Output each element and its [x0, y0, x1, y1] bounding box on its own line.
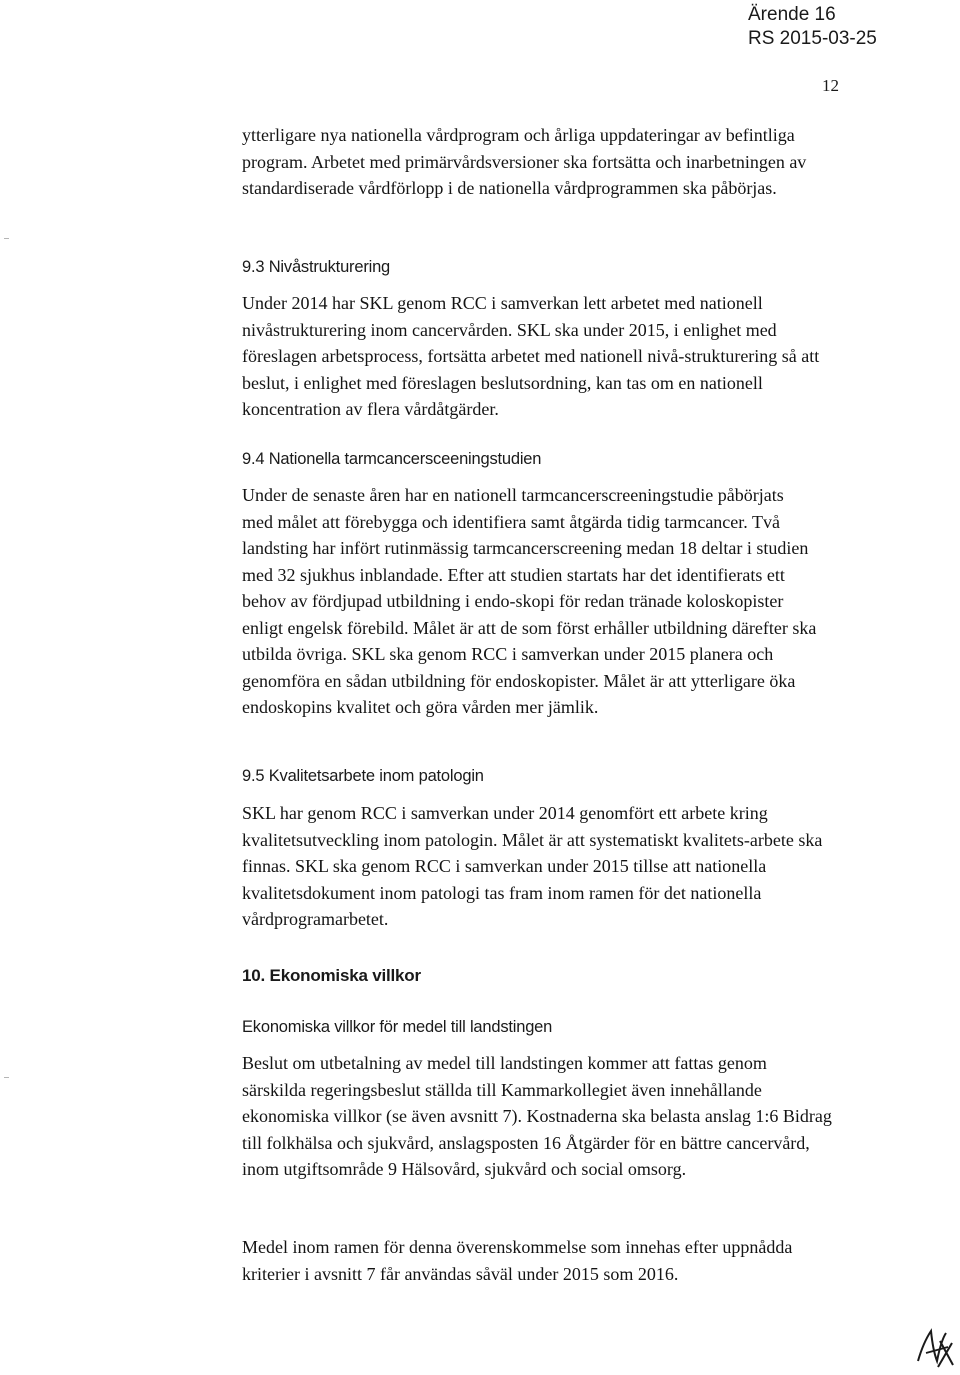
- heading-9-4: 9.4 Nationella tarmcancersceeningstudien: [242, 450, 542, 468]
- paragraph-10-b: Medel inom ramen för denna överenskommelse som innehas efter uppnådda kriterier i avsnitt 7 får användas såväl under 2015 som 2016.: [242, 1237, 793, 1284]
- paragraph-continuation: ytterligare nya nationella vårdprogram och årliga uppdateringar av befintliga program. Arbetet med primärvårdsversioner ska fortsätta och inarbetningen av standardiserade vårdförlopp i de nationella vårdprogrammen ska påbörjas.: [242, 125, 807, 198]
- scan-mark: [4, 238, 9, 239]
- paragraph-10-a: Beslut om utbetalning av medel till landstingen kommer att fattas genom särskilda regeringsbeslut ställda till Kammarkollegiet även innehållande ekonomiska villkor (se även avsnitt 7). Kostnaderna ska belasta anslag 1:6 Bidrag till folkhälsa och sjukvård, anslagsposten 16 Åtgärder för en bättre cancervård, inom utgiftsområde 9 Hälsovård, sjukvård och social omsorg.: [242, 1053, 832, 1179]
- paragraph-9-3: Under 2014 har SKL genom RCC i samverkan lett arbetet med nationell nivåstrukturering inom cancervården. SKL ska under 2015, i enlighet med föreslagen arbetsprocess, fortsätta arbetet med nationell nivå-strukturering så att beslut, i enlighet med föreslagen beslutsordning, kan tas om en nationell koncentration av flera vårdåtgärder.: [242, 293, 820, 419]
- page-number: 12: [822, 76, 839, 95]
- handwritten-initials: [912, 1325, 956, 1371]
- heading-9-3: 9.3 Nivåstrukturering: [242, 258, 391, 276]
- document-reference: RS 2015-03-25: [748, 28, 877, 49]
- heading-9-5: 9.5 Kvalitetsarbete inom patologin: [242, 767, 484, 785]
- scan-mark: [4, 1077, 9, 1078]
- subheading-economic-terms: Ekonomiska villkor för medel till landstingen: [242, 1018, 553, 1036]
- paragraph-9-4: Under de senaste åren har en nationell tarmcancerscreeningstudie påbörjats med målet att förebygga och identifiera samt åtgärda tidig tarmcancer. Två landsting har infört rutinmässig tarmcancerscreening medan 18 deltar i studien med 32 sjukhus inblandade. Efter att studien startats har det identifierats ett behov av fördjupad utbildning i endo-skopi för redan tränade koloskopister enligt engelsk förebild. Målet är att de som först erhåller utbildning därefter ska utbilda övriga. SKL ska genom RCC i samverkan under 2015 planera och genomföra en sådan utbildning för endoskopister. Målet är att ytterligare öka endoskopins kvalitet och göra vården mer jämlik.: [242, 485, 817, 717]
- case-number: Ärende 16: [748, 4, 836, 25]
- heading-10: 10. Ekonomiska villkor: [242, 966, 421, 985]
- paragraph-9-5: SKL har genom RCC i samverkan under 2014 genomfört ett arbete kring kvalitetsutveckling inom patologin. Målet är att systematiskt kvalitets-arbete ska finnas. SKL ska genom RCC i samverkan under 2015 tillse att nationella kvalitetsdokument inom patologi tas fram inom ramen för det nationella vårdprogramarbetet.: [242, 803, 823, 929]
